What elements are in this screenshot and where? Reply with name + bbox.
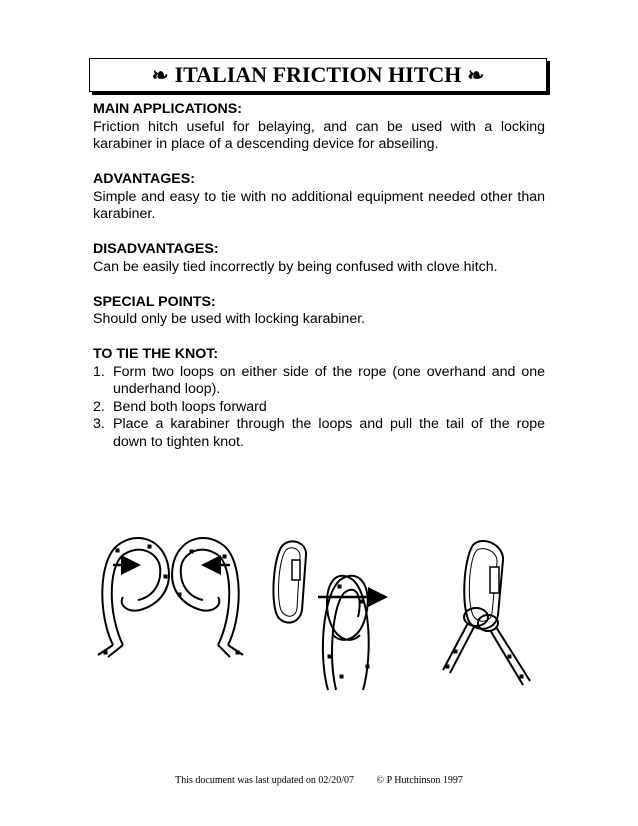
- section-advantages: [93, 171, 545, 224]
- section-heading: ADVANTAGES:: [93, 171, 195, 187]
- step-text: Bend both loops forward: [113, 398, 267, 415]
- section-heading: TO TIE THE KNOT:: [93, 346, 219, 362]
- section-heading: MAIN APPLICATIONS:: [93, 101, 242, 117]
- karabiner-through-loops-illustration: [273, 541, 383, 690]
- list-item: [93, 416, 545, 451]
- section-disadvantages: [93, 241, 545, 276]
- step-text: Form two loops on either side of the rope (one overhand and one underhand loop).: [113, 363, 545, 397]
- document-body: [93, 101, 545, 469]
- last-updated-text: This document was last updated on 02/20/07: [175, 775, 354, 786]
- rope-loops-illustration: [98, 538, 243, 657]
- tightened-hitch-illustration: [443, 541, 530, 685]
- left-ornament-icon: ❧: [151, 64, 169, 87]
- footer: [0, 775, 638, 786]
- list-item: [93, 364, 545, 399]
- section-body: Friction hitch useful for belaying, and can be used with a locking karabiner in place of a descending device for abseiling.: [93, 118, 545, 152]
- section-to-tie: [93, 346, 545, 451]
- right-ornament-icon: ❧: [467, 64, 485, 87]
- section-main-applications: [93, 101, 545, 154]
- section-heading: DISADVANTAGES:: [93, 241, 219, 257]
- title-box: [89, 58, 547, 92]
- section-special-points: [93, 294, 545, 329]
- step-number: 2.: [93, 398, 105, 415]
- step-number: 3.: [93, 416, 105, 432]
- section-heading: SPECIAL POINTS:: [93, 293, 216, 310]
- step-text: Place a karabiner through the loops and pull the tail of the rope down to tighten knot.: [113, 416, 545, 450]
- step-number: 1.: [93, 363, 105, 380]
- steps-list: [93, 364, 545, 452]
- knot-illustrations: [78, 505, 578, 715]
- section-body: Can be easily tied incorrectly by being confused with clove hitch.: [93, 258, 498, 275]
- page-title: ITALIAN FRICTION HITCH: [174, 62, 462, 87]
- section-body: Should only be used with locking karabiner.: [93, 311, 366, 327]
- section-body: Simple and easy to tie with no additional equipment needed other than karabiner.: [93, 188, 545, 222]
- list-item: [93, 399, 545, 417]
- copyright-text: © P Hutchinson 1997: [376, 775, 463, 786]
